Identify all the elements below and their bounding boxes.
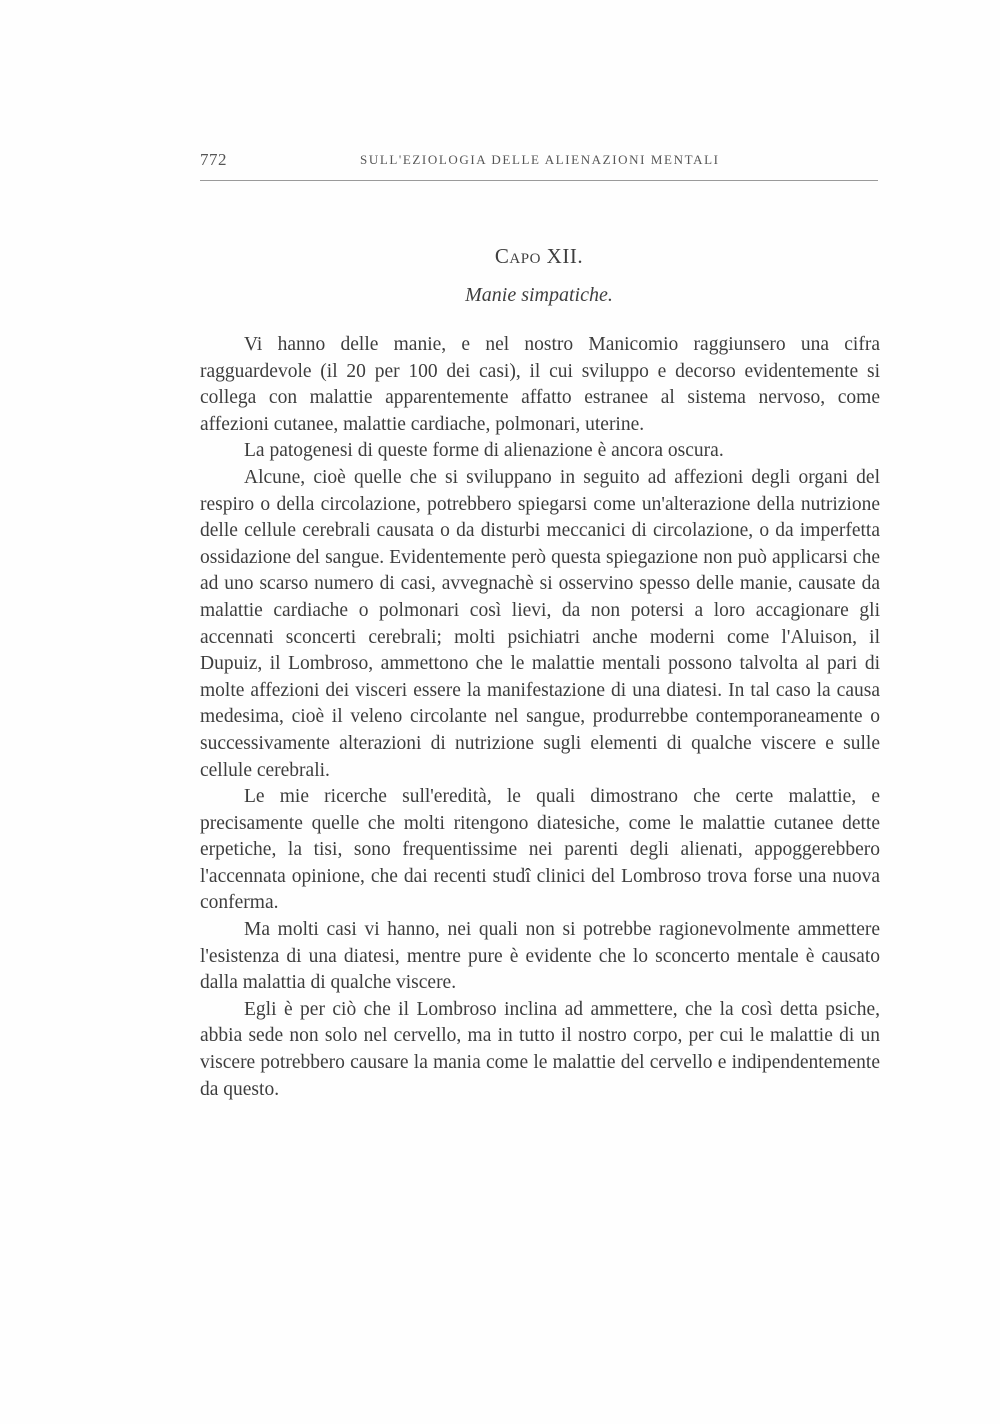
page-number: 772 bbox=[200, 150, 227, 169]
running-header bbox=[200, 150, 878, 181]
body-text bbox=[200, 332, 880, 1103]
paragraph: Alcune, cioè quelle che si sviluppano in seguito ad affezioni degli organi del respiro o della circolazione, potrebbero spiegarsi come un'alterazione della nutrizione delle cellule cerebrali causata o da disturbi meccanici di circolazione, o da imperfetta ossidazione del sangue. Evidentemente però questa spiegazione non può applicarsi che ad uno scarso numero di casi, avvegnachè si osservino spesso delle manie, causate da malattie cardiache o polmonari così lievi, da non potersi a loro accagionare gli accennati sconcerti cerebrali; molti psichiatri anche moderni come l'Aluison, il Dupuiz, il Lombroso, ammettono che le malattie mentali possono talvolta al pari di molte affezioni dei visceri essere la manifestazione di una diatesi. In tal caso la causa medesima, cioè il veleno circolante nel sangue, produrrebbe contemporaneamente o successivamente alterazioni di nutrizione sugli elementi di qualche viscere e sulle cellule cerebrali. bbox=[200, 466, 880, 781]
paragraph: Ma molti casi vi hanno, nei quali non si potrebbe ragionevolmente ammettere l'esistenza di una diatesi, mentre pure è evidente che lo sconcerto mentale è causato dalla malattia di qualche viscere. bbox=[200, 919, 880, 994]
chapter-subtitle: Manie simpatiche. bbox=[465, 284, 613, 306]
paragraph: Le mie ricerche sull'eredità, le quali dimostrano che certe malattie, e precisamente quelle che molti ritengono diatesiche, come le malattie cutanee dette erpetiche, la tisi, sono frequentissime nei parenti degli alienati, appoggerebbero l'accennata opinione, che dai recenti studî clinici del Lombroso trova forse una nuova conferma. bbox=[200, 786, 880, 914]
running-title: SULL'EZIOLOGIA DELLE ALIENAZIONI MENTALI bbox=[360, 152, 720, 167]
paragraph: La patogenesi di queste forme di alienazione è ancora oscura. bbox=[244, 440, 724, 462]
chapter-heading: Capo XII. bbox=[494, 244, 584, 268]
paragraph: Vi hanno delle manie, e nel nostro Manicomio raggiunsero una cifra ragguardevole (il 20 per 100 dei casi), il cui sviluppo e decorso evidentemente si collega con malattie apparentemente affatto estranee al sistema nervoso, come affezioni cutanee, malattie cardiache, polmonari, uterine. bbox=[200, 334, 880, 435]
paragraph: Egli è per ciò che il Lombroso inclina ad ammettere, che la così detta psiche, abbia sede non solo nel cervello, ma in tutto il nostro corpo, per cui le malattie di un viscere potrebbero causare la mania come le malattie del cervello e indipendentemente da questo. bbox=[200, 998, 880, 1100]
